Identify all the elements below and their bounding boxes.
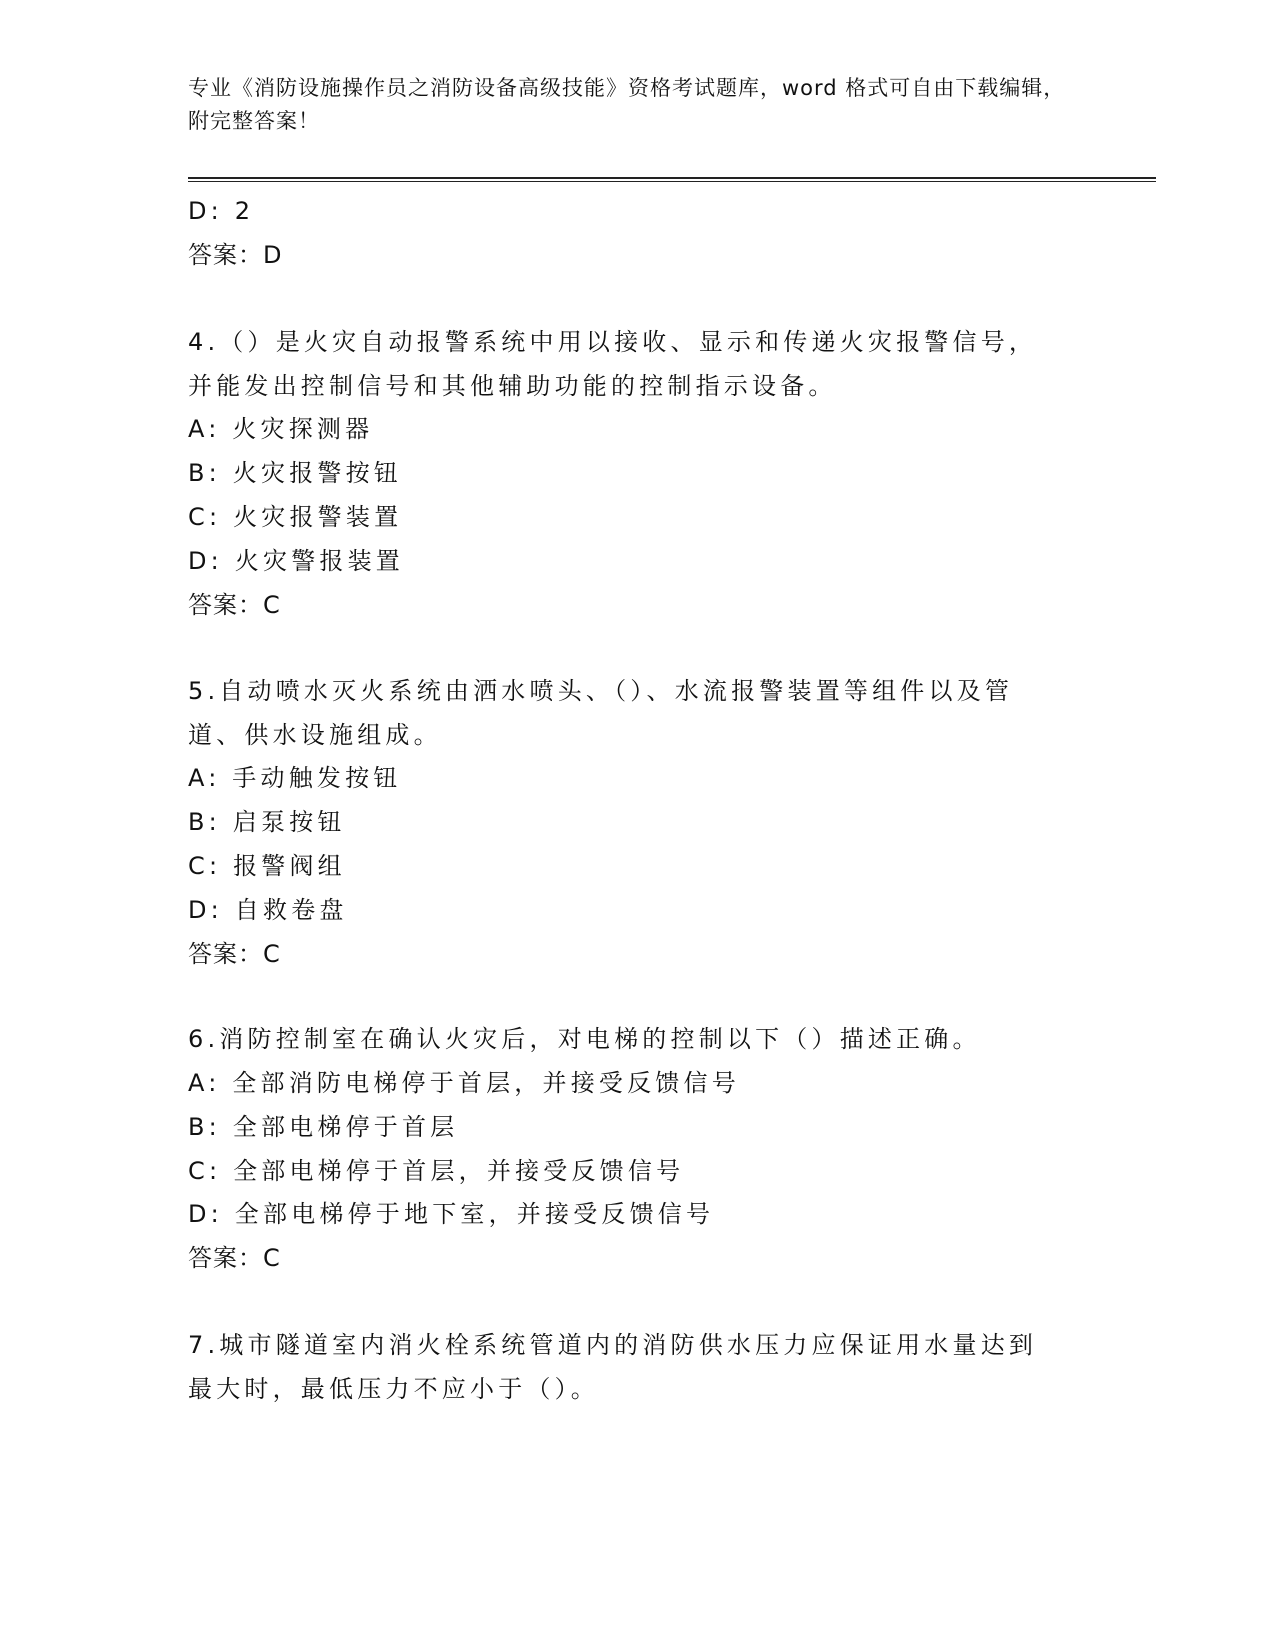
question-stem-line: 7.城市隧道室内消火栓系统管道内的消防供水压力应保证用水量达到	[188, 1331, 1038, 1359]
question-stem-line: 5.自动喷水灭火系统由洒水喷头、（）、水流报警装置等组件以及管	[188, 677, 1014, 705]
question-stem-line: 6.消防控制室在确认火灾后，对电梯的控制以下（）描述正确。	[188, 1025, 981, 1053]
option-b: B: 启泵按钮	[188, 808, 346, 836]
option-d: D: 全部电梯停于地下室，并接受反馈信号	[188, 1200, 715, 1228]
option-c: C: 火灾报警装置	[188, 503, 403, 531]
option-c: C: 报警阀组	[188, 852, 346, 880]
answer: 答案：C	[188, 591, 281, 619]
question-stem-line: 道、供水设施组成。	[188, 721, 442, 749]
answer: 答案：C	[188, 1244, 281, 1272]
option-d: D: 火灾警报装置	[188, 547, 404, 575]
question-stem-line: 最大时，最低压力不应小于（）。	[188, 1375, 599, 1403]
option-a: A: 手动触发按钮	[188, 764, 402, 792]
question-stem-line: 并能发出控制信号和其他辅助功能的控制指示设备。	[188, 372, 837, 400]
header-divider	[188, 177, 1156, 182]
option-b: B: 火灾报警按钮	[188, 459, 402, 487]
answer: 答案：D	[188, 241, 283, 269]
answer: 答案：C	[188, 940, 281, 968]
document-header: 专业《消防设施操作员之消防设备高级技能》资格考试题库，word 格式可自由下载编辑，附完整答案！	[188, 76, 1066, 133]
option-d: D: 2	[188, 197, 255, 225]
option-a: A: 火灾探测器	[188, 415, 374, 443]
option-b: B: 全部电梯停于首层	[188, 1113, 459, 1141]
option-d: D: 自救卷盘	[188, 896, 348, 924]
option-c: C: 全部电梯停于首层，并接受反馈信号	[188, 1157, 685, 1185]
question-stem-line: 4.（）是火灾自动报警系统中用以接收、显示和传递火灾报警信号，	[188, 328, 1038, 356]
option-a: A: 全部消防电梯停于首层，并接受反馈信号	[188, 1069, 740, 1097]
